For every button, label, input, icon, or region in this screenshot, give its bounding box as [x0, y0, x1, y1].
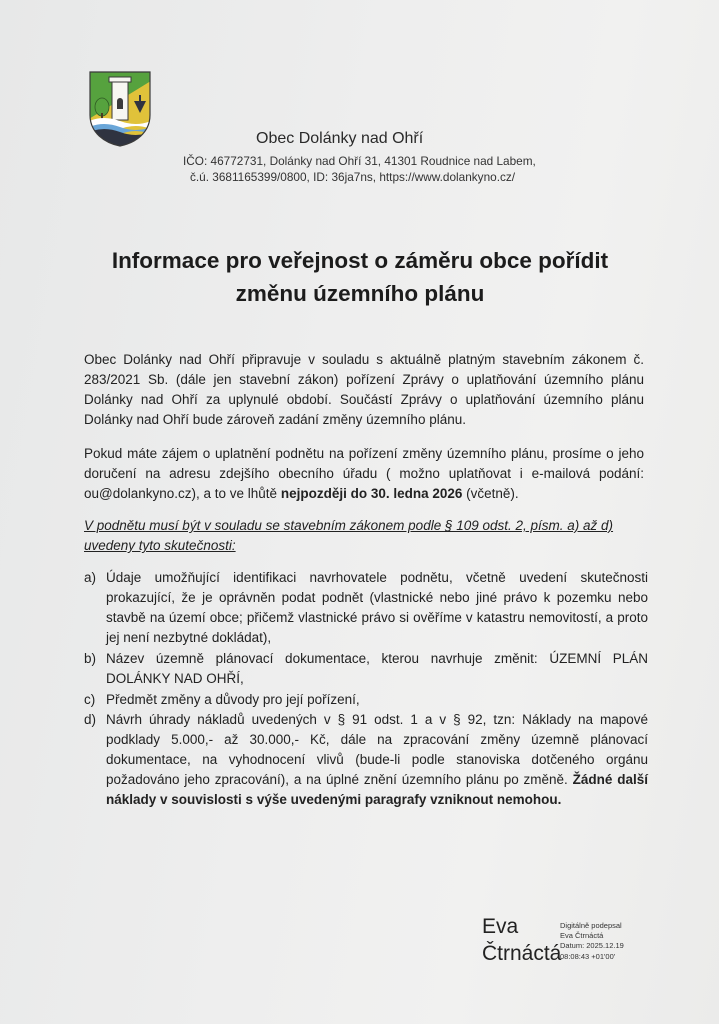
cost-note: Žádné další náklady v souvislosti s výše uvedenými paragrafy vzniknout nemohou.	[106, 772, 648, 807]
signature-line-2: Eva Čtrnáctá	[560, 931, 604, 941]
list-marker: c)	[84, 692, 96, 707]
list-item-text	[106, 710, 648, 810]
document-title	[70, 244, 650, 310]
list-item-text: Předmět změny a důvody pro její pořízení,	[106, 692, 360, 707]
list-item	[84, 690, 648, 710]
list-item-text: Název územně plánovací dokumentace, kterou navrhuje změnit: ÚZEMNÍ PLÁN DOLÁNKY NAD OHŘÍ,	[106, 651, 648, 686]
requirements-heading: V podnětu musí být v souladu se stavebním zákonem podle § 109 odst. 2, písm. a) až d) uvedeny tyto skutečnosti:	[84, 518, 614, 553]
deadline-date: nejpozději do 30. ledna 2026	[280, 486, 463, 501]
digital-signature-info	[560, 921, 624, 962]
signature-time: 08:08:43 +01'00'	[560, 951, 616, 961]
deadline-text: Pokud máte zájem o uplatnění podnětu na pořízení změny územního plánu, prosíme o jeho doručení na adresu zdejšího obecního úřadu ( možno uplatňovat i e-mailová podání: ou@dolankyno.cz), a to ve lhůtě	[84, 446, 644, 501]
signature-line-1: Digitálně podepsal	[560, 921, 622, 930]
list-item	[84, 649, 648, 689]
list-marker: a)	[84, 570, 97, 585]
intro-paragraph: Obec Dolánky nad Ohří připravuje v souladu s aktuálně platným stavebním zákonem č. 283/2021 Sb. (dále jen stavební zákon) pořízení Zprávy o uplatňování územního plánu Dolánky nad Ohří za uplynulé období. Součástí Zprávy o uplatňování územního plánu Dolánky nad Ohří bude zároveň zadání změny územního plánu.	[84, 352, 644, 427]
list-marker: d)	[84, 712, 97, 727]
signature-first-name: Eva	[482, 915, 519, 938]
municipality-name: Obec Dolánky nad Ohří	[256, 130, 424, 147]
signature-name	[482, 913, 561, 967]
deadline-paragraph	[84, 444, 644, 504]
signature-date: Datum: 2025.12.19	[560, 941, 624, 951]
list-item	[84, 568, 648, 648]
title-line-1: Informace pro veřejnost o záměru obce pořídit	[111, 248, 609, 273]
list-marker: b)	[84, 651, 97, 666]
municipality-address: IČO: 46772731, Dolánky nad Ohří 31, 41301 Roudnice nad Labem,	[183, 154, 536, 168]
list-item-text: Údaje umožňující identifikaci navrhovatele podnětu, včetně uvedení skutečnosti prokazující, že je oprávněn podat podnět (vlastnické nebo jiné právo k pozemku nebo stavbě na území obce; přičemž vlastnické právo si ověříme v katastru nemovitostí, a proto jej není nezbytné dokládat),	[106, 570, 648, 645]
cost-text: Návrh úhrady nákladů uvedených v § 91 odst. 1 a v § 92, tzn: Náklady na mapové podklady 5.000,- až 30.000,- Kč, dále na zpracování změny územně plánovací dokumentace, na vyhodnocení vlivů (bude-li podle stanoviska dotčeného orgánu požadováno jeho zpracování), a na úplné znění územního plánu po změně.	[106, 712, 648, 787]
title-line-2: změnu územního plánu	[235, 281, 485, 306]
list-item	[84, 710, 648, 810]
municipality-bank-info: č.ú. 3681165399/0800, ID: 36ja7ns, https://www.dolankyno.cz/	[190, 170, 516, 184]
municipal-crest-icon	[89, 71, 151, 147]
signature-last-name: Čtrnáctá	[482, 942, 562, 965]
deadline-suffix: (včetně).	[462, 486, 519, 501]
